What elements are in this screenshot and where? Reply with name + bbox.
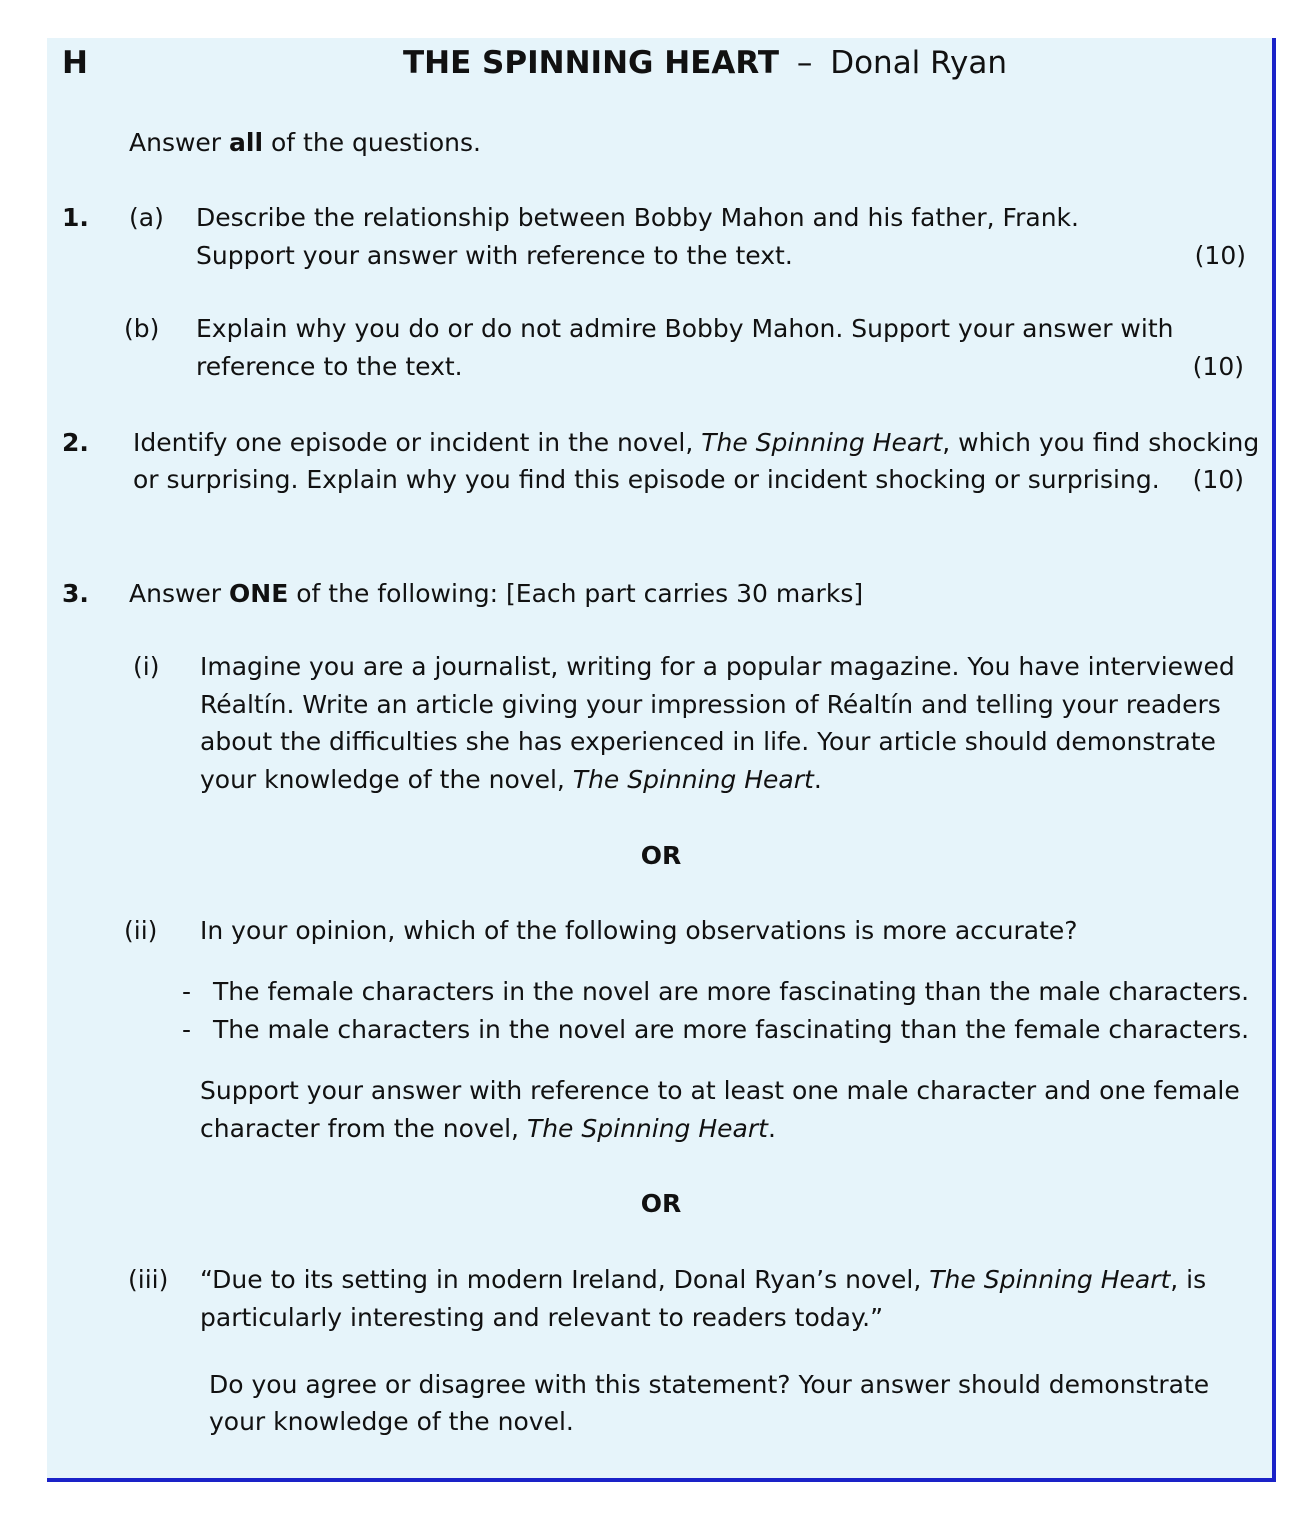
- title-dash: –: [796, 45, 813, 81]
- q2-novel-title: The Spinning Heart: [701, 428, 943, 457]
- q3ii-support-line1: Support your answer with reference to at least one male character and one female: [200, 1076, 1240, 1105]
- section-letter: H: [62, 45, 88, 81]
- q3ii-question: In your opinion, which of the following observations is more accurate?: [200, 916, 1078, 945]
- q3iii-quote-line2: particularly interesting and relevant to readers today.”: [200, 1303, 884, 1332]
- q3ii-support-line2: character from the novel, The Spinning Heart.: [200, 1114, 776, 1143]
- q3iii-ask-line1: Do you agree or disagree with this statement? Your answer should demonstrate: [209, 1370, 1210, 1399]
- q3-intro-emphasis: ONE: [229, 579, 289, 608]
- q3i-line3: about the difficulties she has experienced in life. Your article should demonstrate: [200, 727, 1216, 756]
- q3iii-ask-line2: your knowledge of the novel.: [209, 1407, 574, 1436]
- q3ii-label: (ii): [124, 916, 158, 945]
- q3i-label: (i): [133, 652, 160, 681]
- q1a-marks: (10): [1194, 241, 1246, 270]
- q2-line2: or surprising. Explain why you find this episode or incident shocking or surprising.: [133, 465, 1160, 494]
- q3i-line4: your knowledge of the novel, The Spinning Heart.: [200, 765, 822, 794]
- q3ii-bullet-2: -: [182, 1015, 192, 1044]
- q1a-label: (a): [129, 203, 164, 232]
- or-divider-1: OR: [640, 841, 682, 870]
- q3iii-label: (iii): [128, 1265, 169, 1294]
- q2-line1: Identify one episode or incident in the novel, The Spinning Heart, which you find shocking: [133, 428, 1260, 457]
- q1-number: 1.: [62, 203, 89, 232]
- q1a-line1: Describe the relationship between Bobby Mahon and his father, Frank.: [196, 203, 1079, 232]
- q3ii-novel-title: The Spinning Heart: [526, 1114, 768, 1143]
- novel-title: THE SPINNING HEART: [403, 45, 779, 81]
- q3-number: 3.: [62, 579, 89, 608]
- q3-intro: Answer ONE of the following: [Each part carries 30 marks]: [129, 579, 864, 608]
- author-name: Donal Ryan: [830, 45, 1007, 81]
- q1b-marks: (10): [1192, 352, 1244, 381]
- q3ii-bullet-1: -: [182, 977, 192, 1006]
- q3iii-novel-title: The Spinning Heart: [929, 1265, 1171, 1294]
- q1b-line2: reference to the text.: [196, 352, 463, 381]
- q1b-label: (b): [124, 314, 160, 343]
- q3i-line2: Réaltín. Write an article giving your impression of Réaltín and telling your readers: [200, 690, 1221, 719]
- q1b-line1: Explain why you do or do not admire Bobby Mahon. Support your answer with: [196, 314, 1174, 343]
- q3ii-option-1: The female characters in the novel are more fascinating than the male characters.: [213, 977, 1250, 1006]
- q3i-line1: Imagine you are a journalist, writing for a popular magazine. You have interviewed: [200, 652, 1235, 681]
- q3iii-quote-line1: “Due to its setting in modern Ireland, Donal Ryan’s novel, The Spinning Heart, is: [200, 1265, 1207, 1294]
- q2-number: 2.: [62, 428, 89, 457]
- instructions-emphasis: all: [229, 128, 264, 157]
- q1a-line2: Support your answer with reference to the text.: [196, 241, 793, 270]
- or-divider-2: OR: [640, 1189, 682, 1218]
- q3ii-option-2: The male characters in the novel are more fascinating than the female characters.: [213, 1015, 1250, 1044]
- q3i-novel-title: The Spinning Heart: [572, 765, 814, 794]
- instructions: Answer all of the questions.: [129, 128, 481, 157]
- q2-marks: (10): [1192, 465, 1244, 494]
- section-heading: [0, 40, 1296, 86]
